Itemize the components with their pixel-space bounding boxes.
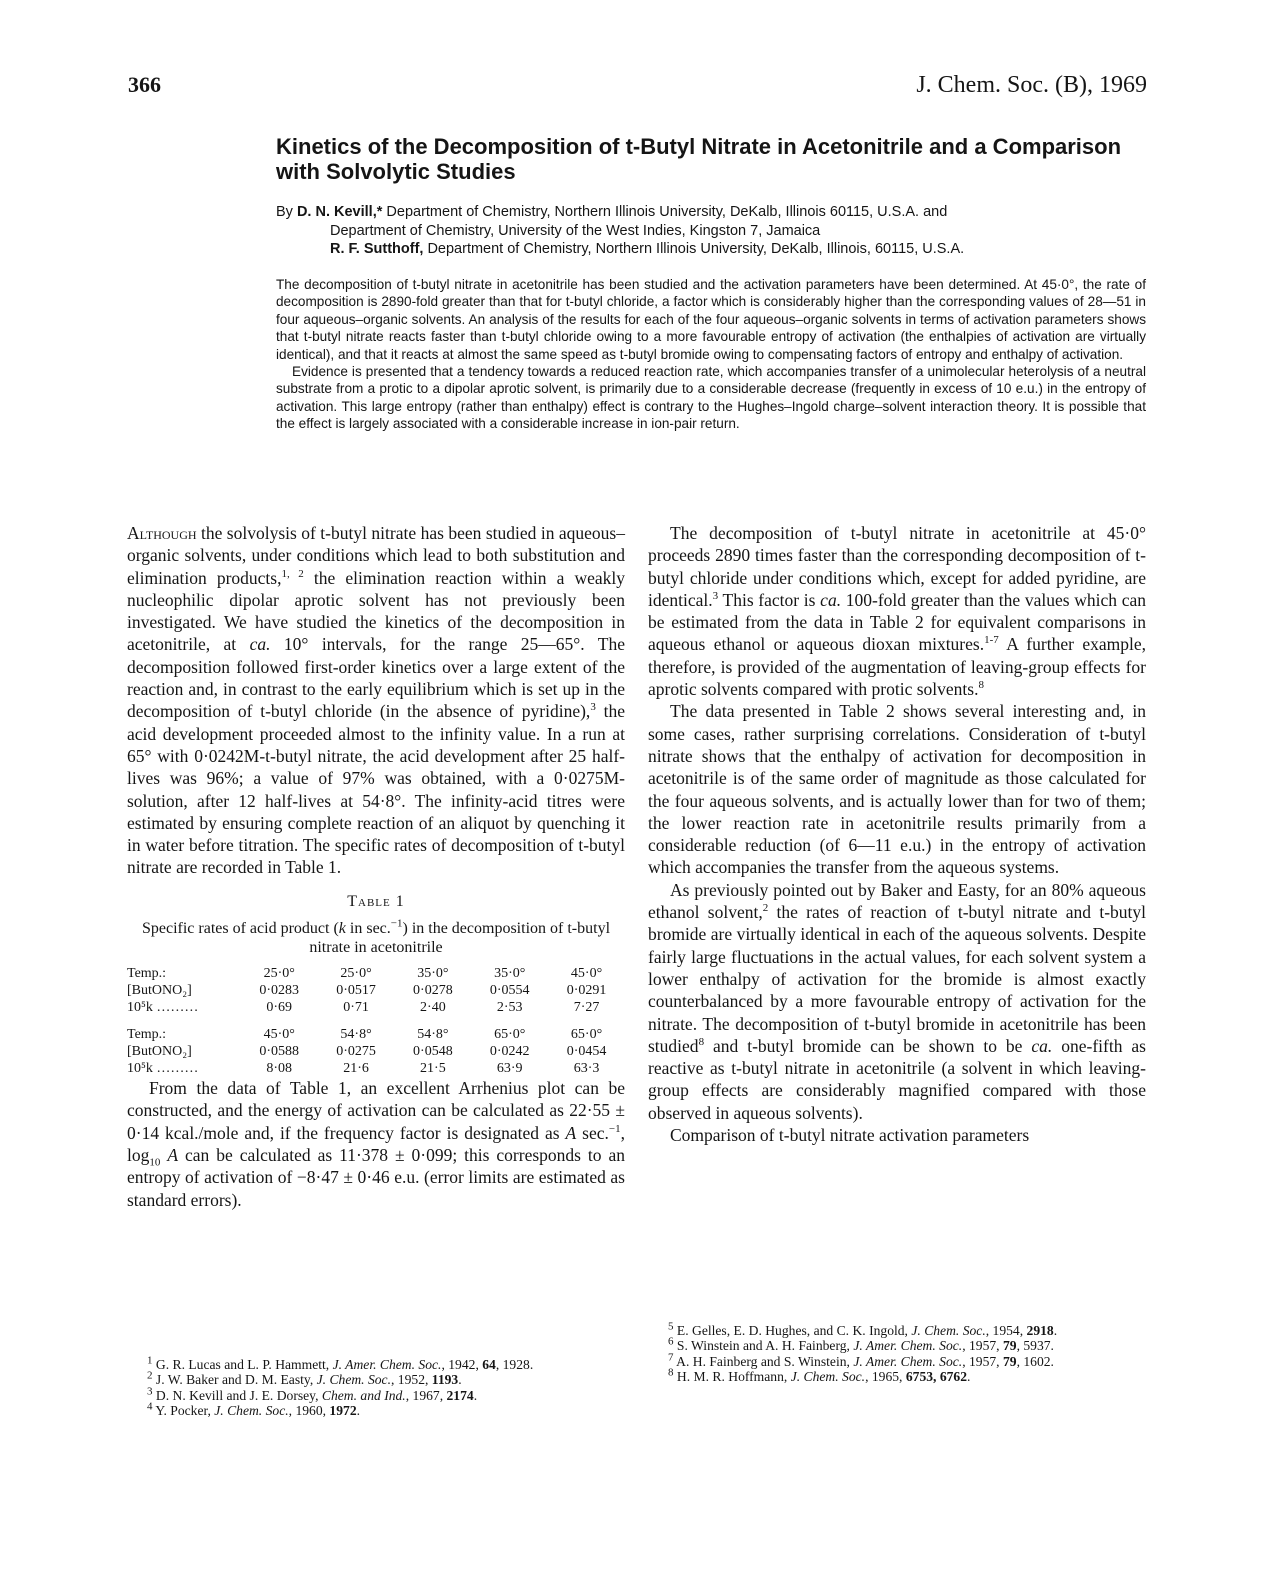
footnote-volume: 79 bbox=[1002, 1353, 1017, 1369]
table-cell: 2·53 bbox=[496, 1000, 523, 1016]
footnote-authors: A. H. Fainberg and S. Winstein, bbox=[673, 1353, 854, 1369]
ref-1-7: 1-7 bbox=[984, 634, 999, 647]
table-cell: 0·71 bbox=[343, 1000, 369, 1016]
row-label-conc: [ButONO₂] bbox=[127, 1044, 192, 1060]
text-span: and t-butyl bromide can be shown to be bbox=[704, 1035, 1032, 1056]
table-cell: 0·0242 bbox=[489, 1044, 530, 1060]
text-span: A further example, therefore, is provided of the augmentation of leaving-group effects for aprotic solvents compared with protic solvents. bbox=[648, 634, 1146, 700]
footnote-authors: G. R. Lucas and L. P. Hammett, bbox=[152, 1357, 333, 1372]
text-span: , log bbox=[127, 1122, 625, 1165]
text-span: 10° intervals, for the range 25—65°. The decomposition followed first-order kinetics over a large extent of the reaction and, in contrast to the early equilibrium which is set up in the decomposition of t-butyl chloride (in the absence of pyridine), bbox=[127, 634, 625, 722]
footnote bbox=[648, 1351, 1148, 1369]
body-paragraph-1 bbox=[127, 522, 625, 879]
footnotes-left bbox=[127, 1354, 627, 1419]
table-cell: 0·0283 bbox=[259, 983, 300, 999]
table-cell: 0·69 bbox=[266, 1000, 293, 1016]
table-cell: 0·0278 bbox=[413, 983, 453, 999]
table-cell: 35·0° bbox=[494, 966, 526, 982]
text-span: 100-fold greater than the values which can be estimated from the data in Table 2 for equivalent comparisons in aqueous ethanol or aqueous dioxan mixtures. bbox=[648, 589, 1146, 655]
table-cell: 25·0° bbox=[263, 966, 295, 982]
body-paragraph-3 bbox=[648, 522, 1146, 700]
footnote-volume: 2174 bbox=[446, 1387, 474, 1403]
table-cell: 35·0° bbox=[417, 966, 449, 982]
table-cell: 65·0° bbox=[570, 1027, 603, 1043]
footnote bbox=[648, 1366, 1148, 1385]
table-cell: 63·3 bbox=[573, 1061, 600, 1077]
footnote-volume: 6753, 6762 bbox=[905, 1369, 968, 1385]
author-1-affiliation-2: Department of Chemistry, University of the West Indies, Kingston 7, Jamaica bbox=[330, 222, 821, 239]
footnote bbox=[127, 1369, 627, 1388]
table-row bbox=[127, 999, 625, 1016]
table-1-grid bbox=[127, 965, 625, 1077]
footnote-year: , 1965, bbox=[865, 1369, 906, 1385]
left-column bbox=[127, 522, 625, 1211]
table-1 bbox=[127, 891, 625, 1077]
row-label-rate: 10⁵k ……… bbox=[127, 1000, 199, 1016]
body-paragraph-6: Comparison of t-butyl nitrate activation parameters bbox=[670, 1125, 1030, 1146]
footnote-authors: E. Gelles, E. D. Hughes, and C. K. Ingold, bbox=[673, 1323, 912, 1338]
table-cell: 8·08 bbox=[266, 1061, 293, 1077]
text-span: -t-butyl nitrate, the acid development after 25 half-lives was 96%; a value of 97% was obtained, with a 0·0275 bbox=[127, 745, 625, 789]
lead-word: Although bbox=[127, 523, 197, 543]
footnote bbox=[648, 1335, 1148, 1354]
row-label-temp: Temp.: bbox=[127, 1027, 167, 1043]
ref-8: 8 bbox=[978, 679, 984, 692]
text-span: From the data of Table 1, an excellent Arrhenius plot can be constructed, and the energy of activation can be calculated as 22·55 ± 0·14 kcal./mole and, if the frequency factor is designated as bbox=[127, 1078, 625, 1143]
footnote-pages: , 5937. bbox=[1016, 1338, 1054, 1354]
ref-8: 8 bbox=[698, 1036, 705, 1048]
footnote-authors: Y. Pocker, bbox=[152, 1403, 215, 1419]
table-cell: 45·0° bbox=[263, 1027, 295, 1043]
subscript: 10 bbox=[149, 1156, 161, 1169]
table-cell: 65·0° bbox=[494, 1027, 526, 1043]
footnote-journal: J. Chem. Soc. bbox=[790, 1369, 866, 1385]
right-column bbox=[648, 522, 1146, 1146]
footnote bbox=[127, 1385, 627, 1403]
table-cell: 21·6 bbox=[343, 1061, 369, 1077]
table-cell: 63·9 bbox=[496, 1061, 523, 1077]
footnote-volume: 1193 bbox=[431, 1372, 459, 1388]
author-1-name: D. N. Kevill,* bbox=[296, 204, 383, 220]
footnote bbox=[648, 1320, 1148, 1338]
author-line-2 bbox=[276, 240, 1156, 259]
footnote-year: , 1957, bbox=[962, 1338, 1003, 1354]
text-span: one-fifth as reactive as t-butyl nitrate in acetonitrile (a solvent in which leaving-group effects are considerably magnified compared with those observed in aqueous solvents). bbox=[648, 1035, 1146, 1123]
footnote-journal: J. Chem. Soc. bbox=[911, 1323, 986, 1338]
footnote-number: 8 bbox=[668, 1366, 674, 1379]
table-cell: 54·8° bbox=[340, 1027, 372, 1043]
footnote-number: 3 bbox=[147, 1385, 153, 1398]
text-span: This factor is bbox=[718, 589, 821, 610]
footnote-authors: J. W. Baker and D. M. Easty, bbox=[152, 1372, 317, 1388]
table-row bbox=[127, 982, 625, 999]
molar-unit: M bbox=[603, 768, 620, 789]
footnote-number: 5 bbox=[668, 1320, 674, 1333]
text-span: the elimination reaction within a weakly nucleophilic dipolar aprotic solvent has not previously been investigated. We have studied the kinetics of the decomposition in acetonitrile, at bbox=[127, 567, 626, 655]
footnote-year: , 1967, bbox=[405, 1387, 447, 1403]
table-row bbox=[127, 1060, 625, 1077]
ref-1-2: 1, 2 bbox=[281, 567, 304, 580]
table-cell: 0·0548 bbox=[413, 1044, 453, 1060]
footnote-number: 4 bbox=[147, 1400, 153, 1413]
ca-italic: ca. bbox=[820, 589, 842, 610]
footnote-volume: 1972 bbox=[329, 1403, 357, 1419]
body-paragraph-4: The data presented in Table 2 shows several interesting and, in some cases, rather surprising correlations. Consideration of t-butyl nitrate shows that the enthalpy of activation for decomposition in acetonitrile is of the same order of magnitude as those calculated for the four aqueous solvents, and is actually lower than for two of them; the lower reaction rate in acetonitrile results primarily from a considerable reduction (of 6—11 e.u.) in the entropy of activation which accompanies the transfer from the aqueous systems. bbox=[648, 701, 1146, 878]
symbol-A: A bbox=[565, 1122, 577, 1143]
footnote-pages: . bbox=[967, 1369, 971, 1385]
text-span: sec. bbox=[576, 1122, 609, 1143]
caption-text: Specific rates of acid product ( bbox=[141, 920, 339, 938]
table-cell: 0·0275 bbox=[336, 1044, 376, 1060]
text-span: can be calculated as 11·378 ± 0·099; this corresponds to an entropy of activation of −8·47 ± 0·46 e.u. (error limits are estimated as standard errors). bbox=[127, 1144, 626, 1210]
table-row bbox=[127, 965, 625, 982]
text-span: the rates of reaction of t-butyl nitrate and t-butyl bromide are virtually identical in each of the aqueous solvents. Despite fairly large fluctuations in the actual values, for each solvent system a lower enthalpy of activation for the bromide is almost exactly counterbalanced by a more favourable entropy of activation for the nitrate. The decomposition of t-butyl bromide in acetonitrile has been studied bbox=[648, 902, 1147, 1056]
body-paragraph-2 bbox=[127, 1077, 625, 1211]
author-block bbox=[276, 203, 1156, 259]
footnote-year: , 1957, bbox=[962, 1353, 1003, 1369]
footnote-pages: . bbox=[1053, 1323, 1058, 1338]
footnote-year: , 1954, bbox=[985, 1323, 1027, 1338]
author-line-1 bbox=[276, 203, 1156, 222]
footnote-number: 6 bbox=[668, 1335, 674, 1348]
table-cell: 45·0° bbox=[570, 966, 603, 982]
footnote-year: , 1942, bbox=[441, 1357, 483, 1372]
footnote bbox=[127, 1354, 627, 1372]
caption-text: in sec. bbox=[345, 920, 391, 938]
footnotes-right bbox=[648, 1320, 1148, 1385]
table-cell: 0·0291 bbox=[566, 983, 607, 999]
abstract-paragraph-2: Evidence is presented that a tendency towards a reduced reaction rate, which accompanies transfer of a unimolecular heterolysis of a neutral substrate from a protic to a dipolar aprotic solvent, is primarily due to a considerable decrease (frequently in excess of 10 e.u.) in the entropy of activation. This large entropy (rather than enthalpy) effect is contrary to the Hughes–Ingold charge–solvent interaction theory. It is possible that the effect is largely associated with a considerable increase in ion-pair return. bbox=[276, 364, 1146, 432]
footnote-journal: J. Amer. Chem. Soc. bbox=[853, 1338, 963, 1354]
footnote-number: 1 bbox=[147, 1354, 153, 1367]
ca-italic: ca. bbox=[249, 634, 271, 655]
footnote-authors: H. M. R. Hoffmann, bbox=[673, 1369, 791, 1385]
page-number: 366 bbox=[128, 72, 161, 97]
footnote-year: , 1960, bbox=[288, 1403, 330, 1419]
ref-3: 3 bbox=[712, 590, 719, 603]
footnote-volume: 64 bbox=[482, 1357, 496, 1372]
table-1-title: Table 1 bbox=[347, 892, 405, 910]
abstract-paragraph-1: The decomposition of t-butyl nitrate in acetonitrile has been studied and the activation parameters have been determined. At 45·0°, the rate of decomposition is 2890-fold greater than that for t-butyl chloride, a factor which is considerably higher than the corresponding values of 28—51 in four aqueous–organic solvents. An analysis of the results for each of the four aqueous–organic solvents in terms of activation parameters shows that t-butyl nitrate reacts faster than t-butyl chloride owing to a more favourable entropy of activation (the enthalpies of activation are virtually identical), and that it reacts at almost the same speed as t-butyl bromide owing to compensating factors of entropy and enthalpy of activation. bbox=[276, 277, 1146, 362]
author-1-affiliation: Department of Chemistry, Northern Illinois University, DeKalb, Illinois 60115, U.S.A. and bbox=[382, 204, 948, 220]
article-title: Kinetics of the Decomposition of t-Butyl Nitrate in Acetonitrile and a Comparison with Solvolytic Studies bbox=[276, 134, 1122, 184]
footnote-journal: Chem. and Ind. bbox=[321, 1387, 406, 1403]
table-cell: 54·8° bbox=[417, 1027, 449, 1043]
table-cell: 0·0454 bbox=[566, 1044, 607, 1060]
molar-unit: M bbox=[243, 745, 260, 766]
footnote-pages: . bbox=[473, 1387, 478, 1403]
footnote-number: 2 bbox=[147, 1369, 153, 1382]
by-label: By bbox=[276, 204, 293, 220]
ref-3: 3 bbox=[590, 701, 596, 714]
ref-2: 2 bbox=[762, 902, 769, 915]
table-row bbox=[127, 1016, 625, 1043]
footnote-pages: . bbox=[458, 1372, 462, 1388]
text-span: -solution, after 12 half-lives at 54·8°. The infinity-acid titres were estimated by ensuring complete reaction of an aliquot by quenching it in water before titration. The specific rates of decomposition of t-butyl nitrate are recorded in Table 1. bbox=[127, 768, 625, 878]
text-span: The decomposition of t-butyl nitrate in acetonitrile at 45·0° proceeds 2890 times faster than the corresponding decomposition of t-butyl chloride under conditions which, except for added pyridine, are identical. bbox=[648, 523, 1146, 610]
text-span: As previously pointed out by Baker and Easty, for an 80% aqueous ethanol solvent, bbox=[648, 879, 1146, 923]
footnote-year: , 1952, bbox=[391, 1372, 432, 1388]
table-cell: 7·27 bbox=[573, 1000, 600, 1016]
author-2-affiliation: Department of Chemistry, Northern Illinois University, DeKalb, Illinois, 60115, U.S.A. bbox=[423, 241, 965, 257]
row-label-rate: 10⁵k ……… bbox=[127, 1061, 199, 1077]
row-label-temp: Temp.: bbox=[127, 966, 167, 982]
footnote-pages: , 1928. bbox=[495, 1357, 534, 1372]
footnote-journal: J. Chem. Soc. bbox=[316, 1372, 391, 1388]
footnote bbox=[127, 1400, 627, 1419]
text-span: the acid development proceeded almost to the infinity value. In a run at 65° with 0·0242 bbox=[127, 701, 625, 766]
text-span: the solvolysis of t-butyl nitrate has been studied in aqueous–organic solvents, under conditions which lead to both substitution and elimination products, bbox=[127, 523, 625, 588]
superscript: −1 bbox=[608, 1122, 621, 1135]
abstract bbox=[276, 276, 1146, 433]
footnote-volume: 2918 bbox=[1026, 1323, 1054, 1338]
table-cell: 0·0554 bbox=[489, 983, 530, 999]
journal-header: J. Chem. Soc. (B), 1969 bbox=[916, 72, 1147, 98]
table-cell: 25·0° bbox=[340, 966, 372, 982]
footnote-authors: S. Winstein and A. H. Fainberg, bbox=[673, 1338, 854, 1354]
table-cell: 2·40 bbox=[420, 1000, 446, 1016]
footnote-journal: J. Amer. Chem. Soc. bbox=[853, 1353, 963, 1369]
footnote-number: 7 bbox=[668, 1351, 674, 1364]
author-2-name: R. F. Sutthoff, bbox=[330, 241, 424, 257]
caption-k: k bbox=[338, 920, 346, 938]
footnote-authors: D. N. Kevill and J. E. Dorsey, bbox=[152, 1387, 322, 1403]
ca-italic: ca. bbox=[1031, 1035, 1053, 1056]
row-label-conc: [ButONO₂] bbox=[127, 983, 192, 999]
footnote-journal: J. Chem. Soc. bbox=[214, 1403, 289, 1419]
caption-sup: −1 bbox=[390, 917, 403, 930]
table-cell: 21·5 bbox=[420, 1061, 446, 1077]
table-cell: 0·0517 bbox=[336, 983, 376, 999]
table-row bbox=[127, 1043, 625, 1060]
footnote-pages: , 1602. bbox=[1016, 1353, 1054, 1369]
symbol-A: A bbox=[167, 1144, 179, 1165]
table-cell: 0·0588 bbox=[259, 1044, 300, 1060]
body-paragraph-5 bbox=[648, 879, 1146, 1124]
caption-text: ) in the decomposition of t-butyl nitrate in acetonitrile bbox=[309, 920, 611, 957]
footnote-volume: 79 bbox=[1002, 1338, 1017, 1354]
table-1-caption bbox=[127, 919, 625, 957]
footnote-journal: J. Amer. Chem. Soc. bbox=[332, 1357, 442, 1372]
footnote-pages: . bbox=[356, 1403, 361, 1419]
